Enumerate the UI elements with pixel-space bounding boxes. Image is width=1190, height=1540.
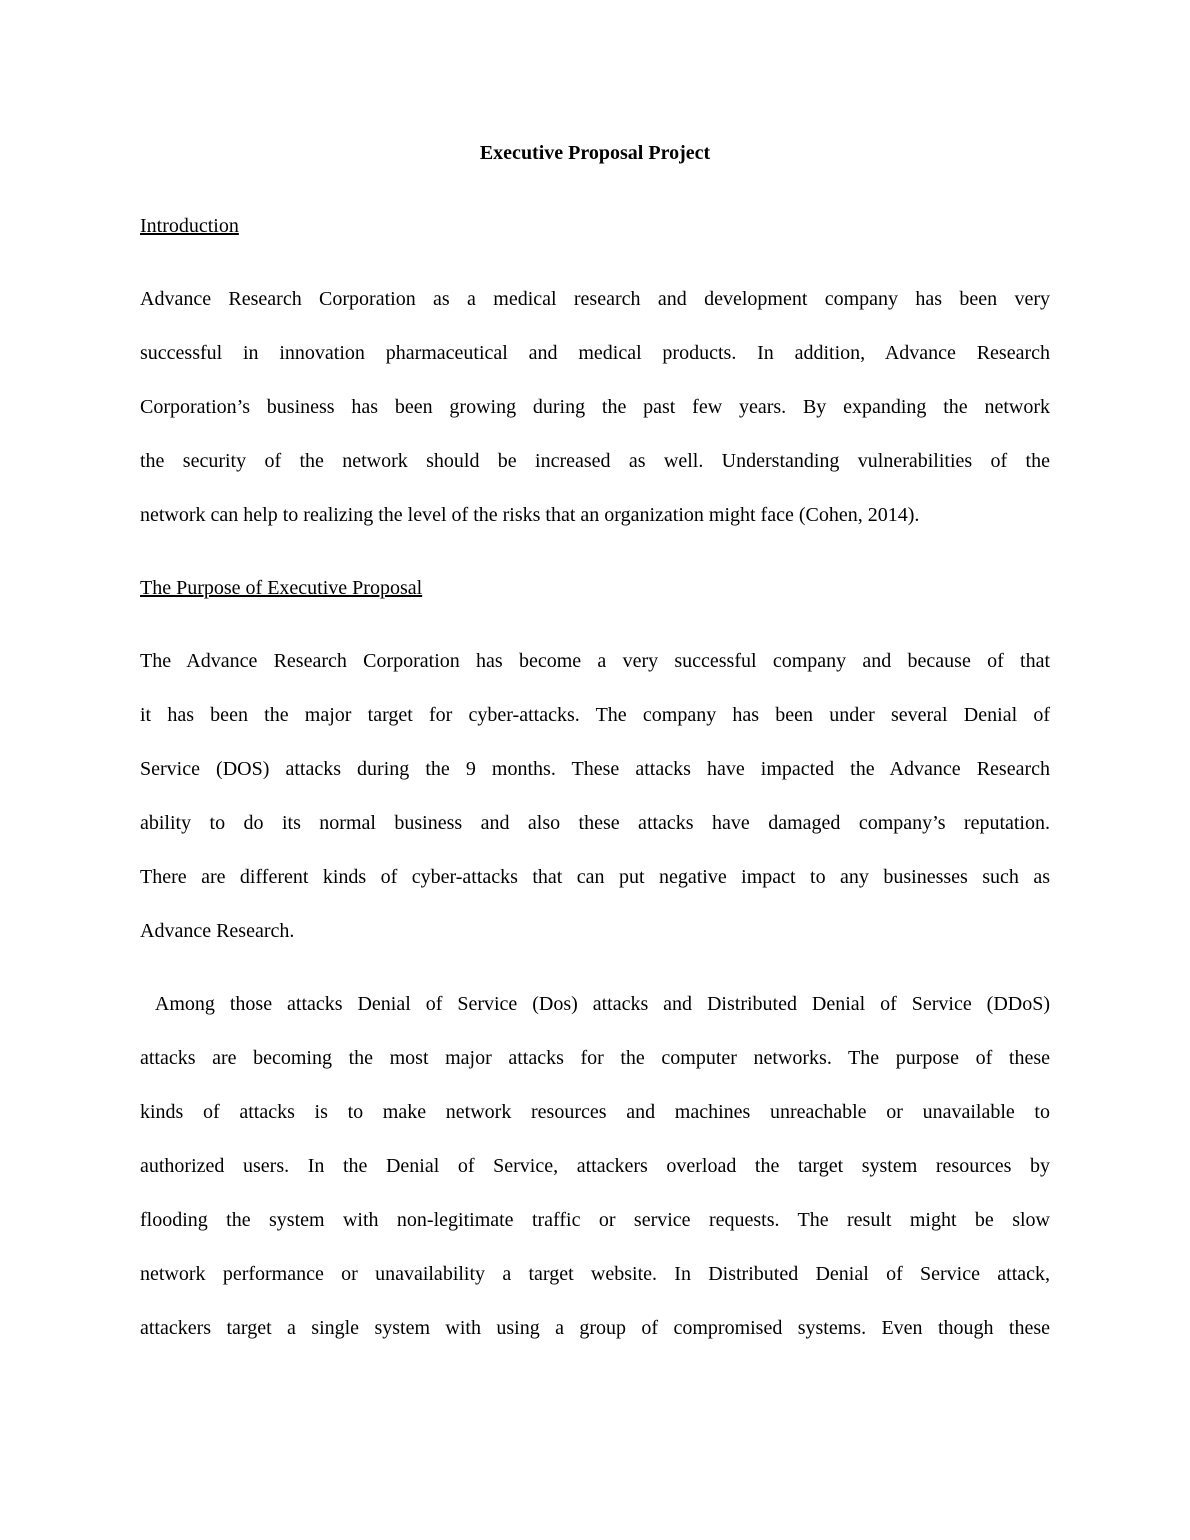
text-line: kinds of attacks is to make network resources and machines unreachable or unavailable to (140, 1101, 1050, 1123)
text-line: There are different kinds of cyber-attacks that can put negative impact to any businesses such as (140, 866, 1050, 888)
text-line: network can help to realizing the level of the risks that an organization might face (Cohen, 2014). (140, 504, 920, 526)
section-heading-purpose-label: The Purpose of Executive Proposal (140, 577, 423, 599)
text-line: successful in innovation pharmaceutical and medical products. In addition, Advance Research (140, 342, 1050, 364)
section-heading-introduction-label: Introduction (140, 215, 239, 237)
text-line: Service (DOS) attacks during the 9 months. These attacks have impacted the Advance Research (140, 758, 1050, 780)
text-line: Among those attacks Denial of Service (Dos) attacks and Distributed Denial of Service (DDoS) (140, 993, 1050, 1015)
paragraph-purpose-2 (140, 977, 1050, 1355)
section-heading-introduction (140, 199, 1050, 253)
text-line: authorized users. In the Denial of Service, attackers overload the target system resources by (140, 1155, 1050, 1177)
text-line: Corporation’s business has been growing during the past few years. By expanding the network (140, 396, 1050, 418)
text-line: Advance Research Corporation as a medical research and development company has been very (140, 288, 1050, 310)
text-line: attacks are becoming the most major attacks for the computer networks. The purpose of these (140, 1047, 1050, 1069)
text-line: flooding the system with non-legitimate traffic or service requests. The result might be slow (140, 1209, 1050, 1231)
document-title: Executive Proposal Project (479, 142, 711, 164)
text-line: The Advance Research Corporation has become a very successful company and because of that (140, 650, 1050, 672)
paragraph-introduction (140, 272, 1050, 542)
section-heading-purpose (140, 561, 1050, 615)
text-line: it has been the major target for cyber-attacks. The company has been under several Denial of (140, 704, 1050, 726)
text-line: the security of the network should be increased as well. Understanding vulnerabilities of the (140, 450, 1050, 472)
text-line: network performance or unavailability a target website. In Distributed Denial of Service attack, (140, 1263, 1050, 1285)
paragraph-purpose-1 (140, 634, 1050, 958)
text-line: Advance Research. (140, 920, 295, 942)
text-line: ability to do its normal business and also these attacks have damaged company’s reputation. (140, 812, 1050, 834)
text-line: attackers target a single system with using a group of compromised systems. Even though these (140, 1317, 1050, 1339)
